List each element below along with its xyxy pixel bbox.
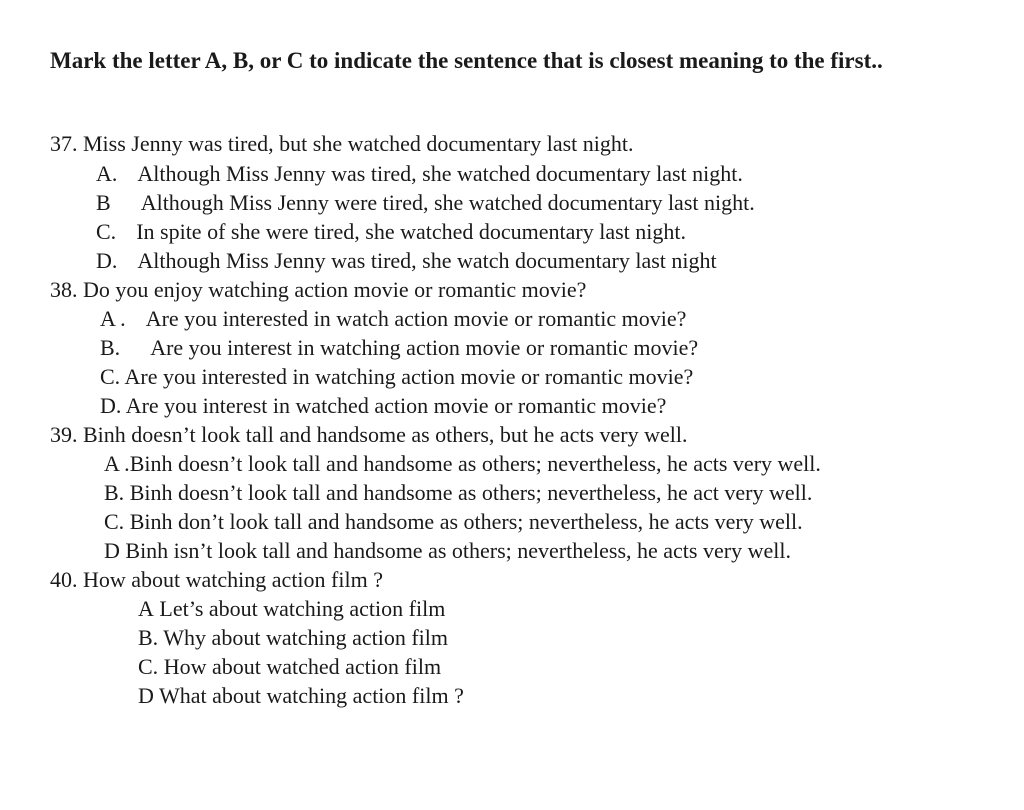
- option-text: Why about watching action film: [163, 625, 448, 650]
- instruction-text: Mark the letter A, B, or C to indicate the sentence that is closest meaning to the first..: [50, 48, 883, 73]
- option-letter: C.: [100, 364, 121, 389]
- option-letter: A .: [104, 451, 130, 476]
- option-text: Are you interest in watched action movie or romantic movie?: [125, 393, 667, 418]
- question-40-option-c: [138, 653, 441, 681]
- option-text: How about watched action film: [163, 654, 442, 679]
- option-letter: A.: [96, 161, 118, 186]
- option-text: Are you interested in watch action movie or romantic movie?: [145, 306, 687, 331]
- option-text: Are you interest in watching action movie or romantic movie?: [150, 335, 699, 360]
- option-letter: B.: [104, 480, 125, 505]
- question-37-option-d: [96, 247, 717, 275]
- option-text: Although Miss Jenny was tired, she watched documentary last night.: [137, 161, 743, 186]
- option-letter: C.: [96, 219, 117, 244]
- question-38-option-c: [100, 363, 693, 391]
- option-letter: C.: [138, 654, 159, 679]
- question-39-option-b: [104, 479, 812, 507]
- question-39-option-c: [104, 508, 803, 536]
- option-letter: A .: [100, 306, 126, 331]
- question-40-option-d: [138, 682, 464, 710]
- option-letter: B.: [138, 625, 159, 650]
- question-40-stem: 40. How about watching action film ?: [50, 567, 383, 592]
- option-letter: D: [104, 538, 120, 563]
- option-text: Binh doesn’t look tall and handsome as others; nevertheless, he act very well.: [129, 480, 813, 505]
- option-text: Binh doesn’t look tall and handsome as others; nevertheless, he acts very well.: [129, 451, 821, 476]
- question-39-stem: 39. Binh doesn’t look tall and handsome as others, but he acts very well.: [50, 422, 688, 447]
- option-letter: B: [96, 190, 111, 215]
- option-text: Let’s about watching action film: [159, 596, 446, 621]
- option-letter: C.: [104, 509, 125, 534]
- question-39-option-d: [104, 537, 791, 565]
- option-text: What about watching action film ?: [159, 683, 464, 708]
- option-text: Although Miss Jenny were tired, she watched documentary last night.: [140, 190, 755, 215]
- option-text: Binh don’t look tall and handsome as others; nevertheless, he acts very well.: [129, 509, 803, 534]
- option-letter: D: [138, 683, 154, 708]
- option-text: Are you interested in watching action movie or romantic movie?: [124, 364, 694, 389]
- option-letter: B.: [100, 335, 121, 360]
- option-letter: A: [138, 596, 154, 621]
- option-letter: D.: [100, 393, 122, 418]
- question-40-option-a: [138, 595, 445, 623]
- option-text: Binh isn’t look tall and handsome as others; nevertheless, he acts very well.: [125, 538, 791, 563]
- option-text: In spite of she were tired, she watched documentary last night.: [136, 219, 687, 244]
- question-38-option-a: [100, 305, 686, 333]
- option-letter: D.: [96, 248, 118, 273]
- question-37-stem: 37. Miss Jenny was tired, but she watched documentary last night.: [50, 131, 634, 156]
- question-37-option-b: [96, 189, 755, 217]
- question-38-option-d: [100, 392, 666, 420]
- question-38-option-b: [100, 334, 698, 362]
- option-text: Although Miss Jenny was tired, she watch documentary last night: [137, 248, 717, 273]
- question-38-stem: 38. Do you enjoy watching action movie or romantic movie?: [50, 277, 587, 302]
- question-39-option-a: [104, 450, 821, 478]
- question-40-option-b: [138, 624, 448, 652]
- question-37-option-a: [96, 160, 743, 188]
- question-37-option-c: [96, 218, 686, 246]
